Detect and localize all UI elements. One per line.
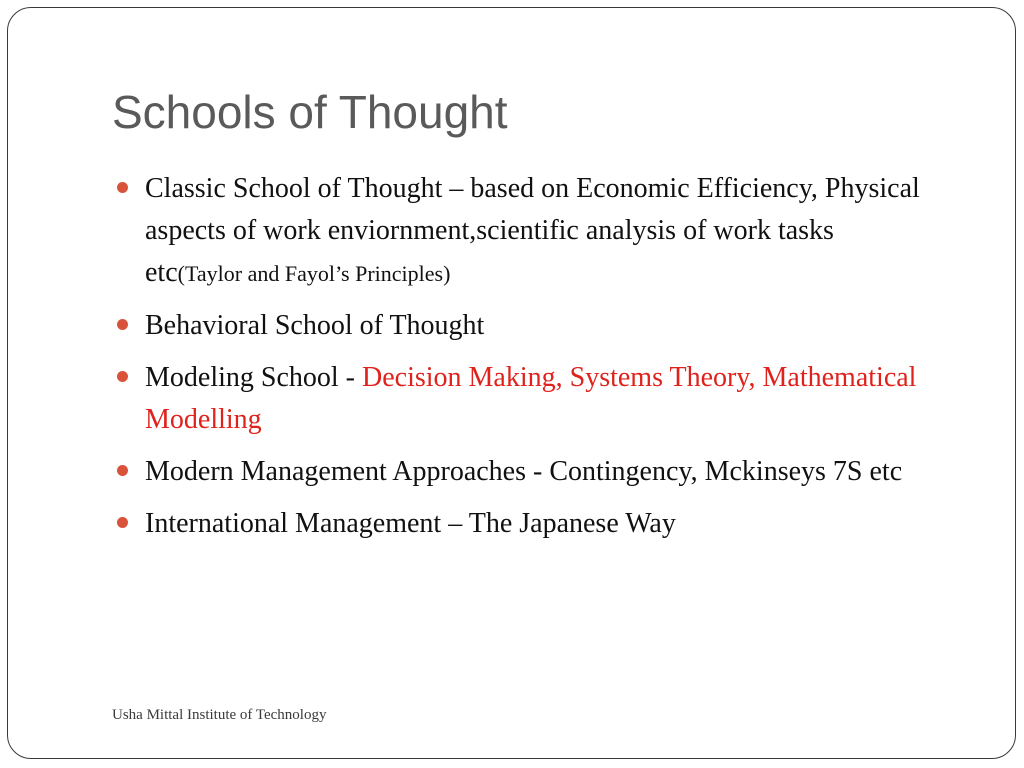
bullet-dot-icon: [117, 465, 128, 476]
bullet-dot-icon: [117, 371, 128, 382]
bullet-text: Modeling School -: [145, 362, 362, 393]
bullet-item-international-management: [110, 503, 922, 545]
bullet-item-classic-school: [110, 168, 922, 295]
bullet-text: International Management – The Japanese Way: [145, 508, 676, 539]
bullet-dot-icon: [117, 182, 128, 193]
bullet-text: Modern Management Approaches - Contingency, Mckinseys 7S etc: [145, 456, 903, 487]
bullet-dot-icon: [117, 517, 128, 528]
bullet-dot-icon: [117, 319, 128, 330]
slide-title: Schools of Thought: [112, 86, 508, 138]
bullet-text: Behavioral School of Thought: [145, 310, 485, 341]
bullet-accent-text: Decision Making, Systems Theory, Mathematical Modelling: [145, 362, 917, 435]
bullet-text: Classic School of Thought – based on Economic Efficiency, Physical aspects of work enviornment,scientific analysis of work tasks etc: [145, 173, 920, 288]
bullet-small-text: (Taylor and Fayol’s Principles): [177, 261, 451, 286]
slide-footer: Usha Mittal Institute of Technology: [112, 707, 327, 723]
bullet-item-behavioral-school: [110, 305, 922, 347]
bullet-list: [110, 168, 922, 555]
bullet-item-modern-management: [110, 451, 922, 493]
bullet-item-modeling-school: [110, 357, 922, 441]
